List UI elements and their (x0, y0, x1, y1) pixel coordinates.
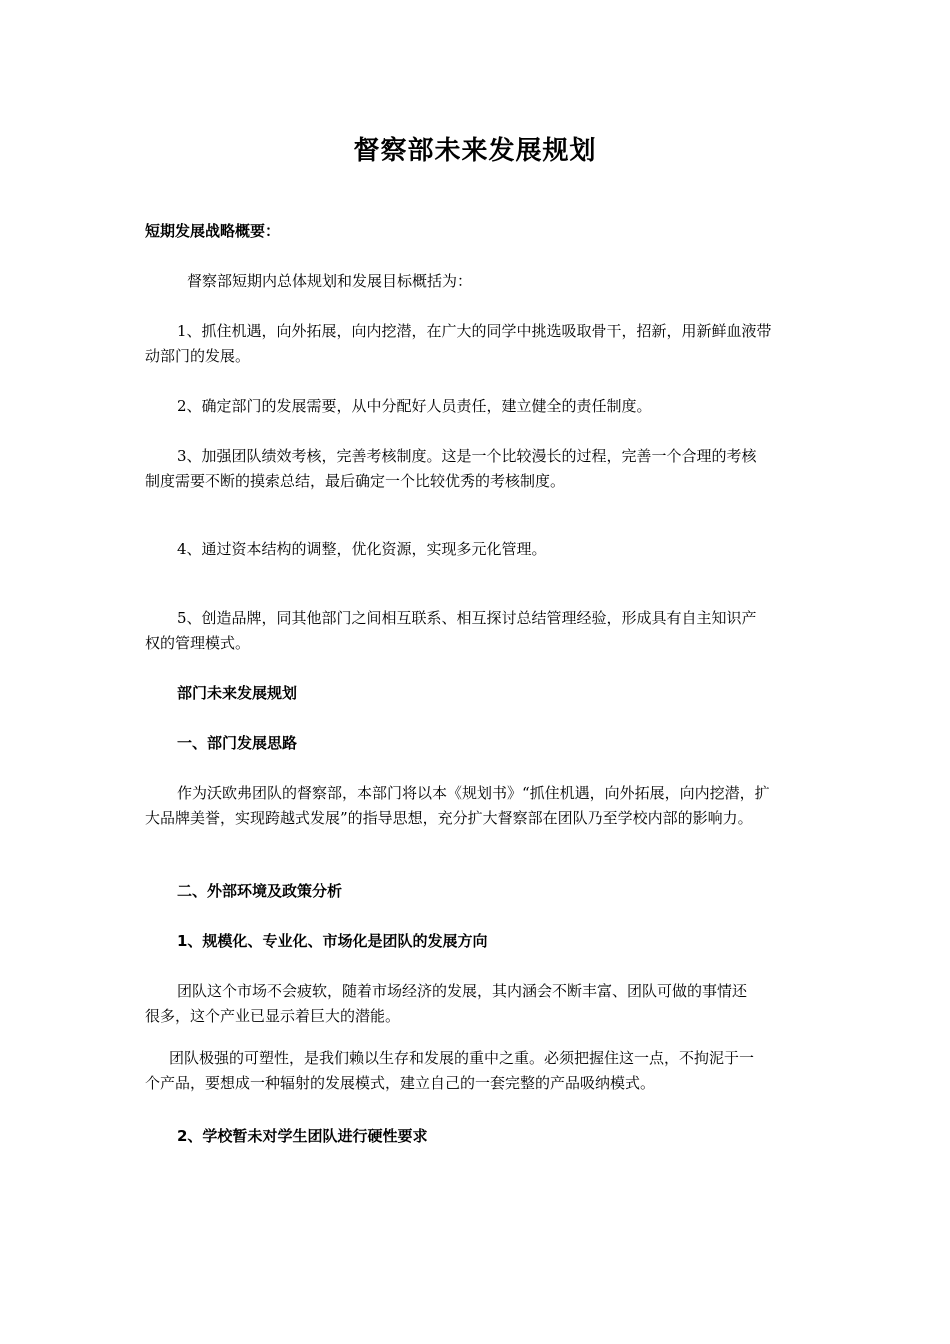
item1-line2: 动部门的发展。 (145, 347, 251, 365)
section1-line1: 作为沃欧弗团队的督察部，本部门将以本《规划书》“抓住机遇，向外拓展，向内挖潜，扩 (177, 784, 770, 802)
item3-line2: 制度需要不断的摸索总结，最后确定一个比较优秀的考核制度。 (145, 472, 566, 490)
future-plan-heading: 部门未来发展规划 (177, 684, 298, 702)
item5-line2: 权的管理模式。 (145, 634, 251, 652)
subsection2-heading: 2、学校暂未对学生团队进行硬性要求 (177, 1127, 428, 1145)
sub1-p1-line1: 团队这个市场不会疲软，随着市场经济的发展，其内涵会不断丰富、团队可做的事情还 (177, 982, 748, 1000)
section1-heading: 一、部门发展思路 (177, 734, 298, 752)
section2-heading: 二、外部环境及政策分析 (177, 882, 343, 900)
item2-paragraph: 2、确定部门的发展需要，从中分配好人员责任，建立健全的责任制度。 (177, 397, 652, 415)
sub1-p1-line2: 很多，这个产业已显示着巨大的潜能。 (145, 1007, 401, 1025)
document-title: 督察部未来发展规划 (353, 136, 597, 166)
subsection1-heading: 1、规模化、专业化、市场化是团队的发展方向 (177, 932, 488, 950)
section1-line2: 大品牌美誉，实现跨越式发展”的指导思想，充分扩大督察部在团队乃至学校内部的影响力。 (145, 809, 753, 827)
item5-line1: 5、创造品牌，同其他部门之间相互联系、相互探讨总结管理经验，形成具有自主知识产 (177, 609, 757, 627)
item1-line1: 1、抓住机遇，向外拓展，向内挖潜，在广大的同学中挑选吸取骨干，招新，用新鲜血液带 (177, 322, 772, 340)
sub1-p2-line1: 团队极强的可塑性，是我们赖以生存和发展的重中之重。必须把握住这一点，不拘泥于一 (169, 1049, 755, 1067)
item4-paragraph: 4、通过资本结构的调整，优化资源，实现多元化管理。 (177, 540, 547, 558)
item3-line1: 3、加强团队绩效考核，完善考核制度。这是一个比较漫长的过程，完善一个合理的考核 (177, 447, 757, 465)
intro-paragraph: 督察部短期内总体规划和发展目标概括为： (187, 272, 473, 290)
sub1-p2-line2: 个产品，要想成一种辐射的发展模式，建立自己的一套完整的产品吸纳模式。 (145, 1074, 656, 1092)
short-term-heading: 短期发展战略概要： (145, 222, 281, 240)
